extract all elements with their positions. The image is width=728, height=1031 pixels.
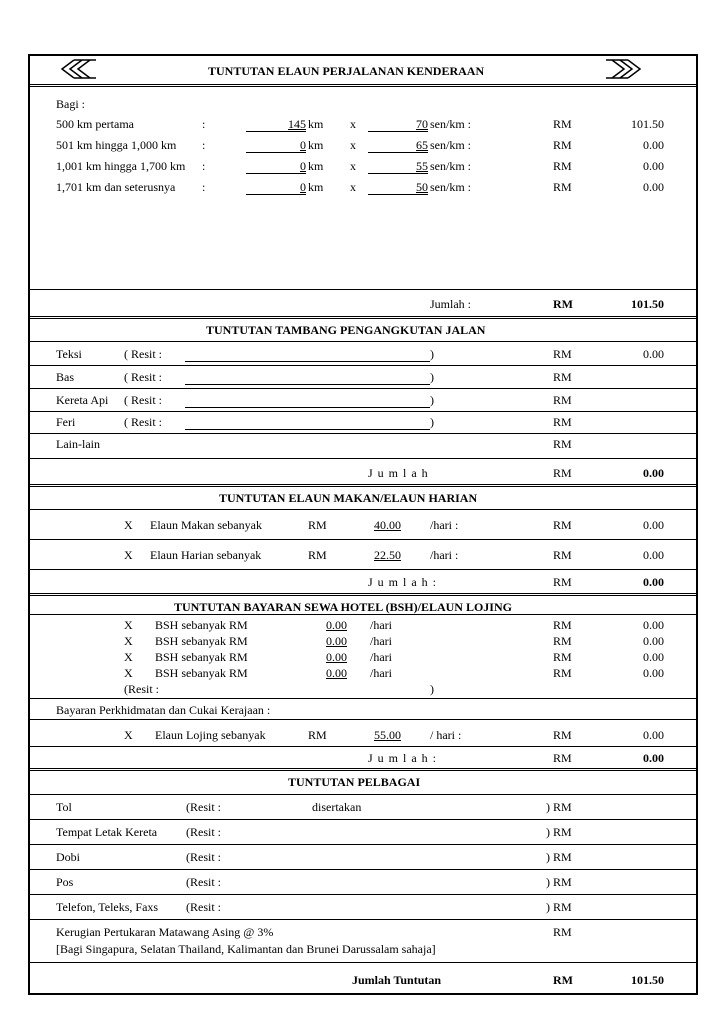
row-label: Elaun Lojing sebanyak <box>155 728 266 742</box>
hotel-resit-label: (Resit : <box>124 682 159 696</box>
per-day-label: /hari : <box>430 548 459 562</box>
close-paren: ) <box>430 370 434 384</box>
fx-rm: RM <box>553 925 572 939</box>
rate-value[interactable]: 50 <box>416 180 428 194</box>
amount-value: 0.00 <box>643 518 664 532</box>
multiply-sign: x <box>350 117 356 131</box>
row-label: 501 km hingga 1,000 km <box>56 138 177 152</box>
km-value[interactable]: 0 <box>300 180 306 194</box>
resit-note[interactable]: disertakan <box>312 800 362 814</box>
grand-total-rm: RM <box>553 973 573 987</box>
service-tax-label: Bayaran Perkhidmatan dan Cukai Kerajaan : <box>56 703 271 717</box>
section-title-hotel: TUNTUTAN BAYARAN SEWA HOTEL (BSH)/ELAUN LOJING <box>174 600 512 614</box>
rm-label: RM <box>553 117 572 131</box>
divider <box>28 365 698 366</box>
rm-label: RM <box>553 437 572 451</box>
section-title-transport: TUNTUTAN TAMBANG PENGANGKUTAN JALAN <box>206 323 486 337</box>
rm-label: RM <box>553 618 572 632</box>
multiply-sign: X <box>124 650 133 664</box>
amount-value: 0.00 <box>643 159 664 173</box>
resit-label: (Resit : <box>186 875 221 889</box>
amount-value: 0.00 <box>643 650 664 664</box>
rm-label: RM <box>553 347 572 361</box>
rate-unit: sen/km : <box>430 180 471 194</box>
row-label: 500 km pertama <box>56 117 134 131</box>
per-day-label: /hari <box>370 650 392 664</box>
amount-value: 0.00 <box>643 548 664 562</box>
divider <box>28 411 698 412</box>
colon: : <box>202 159 206 173</box>
rate-unit: sen/km : <box>430 159 471 173</box>
rm-label: RM <box>553 518 572 532</box>
divider <box>28 768 698 771</box>
resit-label: (Resit : <box>186 800 221 814</box>
amount-value: 0.00 <box>643 666 664 680</box>
rm-label: ) RM <box>546 850 572 864</box>
divider <box>28 509 698 510</box>
transport-total-rm: RM <box>553 466 572 480</box>
row-label: Bas <box>56 370 74 384</box>
resit-input[interactable] <box>185 361 430 362</box>
transport-total-amount: 0.00 <box>643 466 664 480</box>
km-unit: km <box>308 138 324 152</box>
per-day-label: /hari : <box>430 518 459 532</box>
grand-total-label: Jumlah Tuntutan <box>352 973 442 987</box>
resit-label: ( Resit : <box>124 393 162 407</box>
row-label: Lain-lain <box>56 437 100 451</box>
fx-note: [Bagi Singapura, Selatan Thailand, Kalimantan dan Brunei Darussalam sahaja] <box>56 942 436 956</box>
divider <box>28 289 698 290</box>
rm-label: RM <box>553 548 572 562</box>
divider <box>28 84 698 87</box>
rate-value[interactable]: 0.00 <box>326 650 347 664</box>
row-label: Elaun Harian sebanyak <box>150 548 262 562</box>
fx-label: Kerugian Pertukaran Matawang Asing @ 3% <box>56 925 274 939</box>
rate-unit: sen/km : <box>430 117 471 131</box>
rm-label: ) RM <box>546 825 572 839</box>
rm-label: ) RM <box>546 900 572 914</box>
colon: : <box>202 138 206 152</box>
rate-value[interactable]: 70 <box>416 117 428 131</box>
section-title-meals: TUNTUTAN ELAUN MAKAN/ELAUN HARIAN <box>219 491 478 505</box>
divider <box>28 719 698 720</box>
divider <box>28 746 698 747</box>
distance-total-amount: 101.50 <box>631 297 664 311</box>
multiply-sign: x <box>350 159 356 173</box>
rm-label: RM <box>553 666 572 680</box>
rm-label: RM <box>308 728 327 742</box>
rm-label: RM <box>553 634 572 648</box>
rm-label: ) RM <box>546 875 572 889</box>
rate-value[interactable]: 40.00 <box>374 518 401 532</box>
row-label: BSH sebanyak RM <box>155 666 248 680</box>
multiply-sign: x <box>350 138 356 152</box>
resit-label: (Resit : <box>186 850 221 864</box>
row-label: 1,701 km dan seterusnya <box>56 180 176 194</box>
multiply-sign: X <box>124 666 133 680</box>
close-paren: ) <box>430 415 434 429</box>
resit-input[interactable] <box>185 429 430 430</box>
rm-label: RM <box>553 159 572 173</box>
colon: : <box>202 180 206 194</box>
row-label: Feri <box>56 415 76 429</box>
per-day-label: /hari <box>370 618 392 632</box>
rm-label: RM <box>553 650 572 664</box>
grand-total-amount: 101.50 <box>631 973 664 987</box>
amount-value: 0.00 <box>643 634 664 648</box>
row-label: Teksi <box>56 347 82 361</box>
divider <box>28 698 698 699</box>
resit-label: ( Resit : <box>124 415 162 429</box>
rm-label: RM <box>553 180 572 194</box>
hotel-total-rm: RM <box>553 751 572 765</box>
hotel-resit-close: ) <box>430 682 434 696</box>
divider <box>28 341 698 342</box>
km-value[interactable]: 145 <box>288 117 306 131</box>
rm-label: RM <box>553 728 572 742</box>
meals-total-rm: RM <box>553 575 572 589</box>
rm-label: RM <box>553 138 572 152</box>
km-unit: km <box>308 180 324 194</box>
divider <box>28 569 698 570</box>
divider <box>28 388 698 389</box>
row-label: Dobi <box>56 850 80 864</box>
divider <box>28 794 698 795</box>
divider <box>28 819 698 820</box>
divider <box>28 433 698 434</box>
rate-value[interactable]: 0.00 <box>326 618 347 632</box>
km-value[interactable]: 0 <box>300 138 306 152</box>
distance-total-label: Jumlah : <box>430 297 471 311</box>
rm-label: RM <box>553 415 572 429</box>
divider <box>28 869 698 870</box>
rm-label: RM <box>553 370 572 384</box>
multiply-sign: x <box>350 180 356 194</box>
multiply-sign: X <box>124 548 133 562</box>
close-paren: ) <box>430 393 434 407</box>
rm-label: ) RM <box>546 800 572 814</box>
amount-value: 0.00 <box>643 618 664 632</box>
rate-value[interactable]: 0.00 <box>326 634 347 648</box>
transport-total-label: J u m l a h <box>368 466 429 480</box>
colon: : <box>202 117 206 131</box>
per-day-label: /hari <box>370 666 392 680</box>
bagi-label: Bagi : <box>56 97 85 111</box>
rate-value[interactable]: 55 <box>416 159 428 173</box>
row-label: Pos <box>56 875 74 889</box>
multiply-sign: X <box>124 728 133 742</box>
amount-value: 101.50 <box>631 117 664 131</box>
resit-label: ( Resit : <box>124 347 162 361</box>
row-label: Telefon, Teleks, Faxs <box>56 900 159 914</box>
hotel-total-amount: 0.00 <box>643 751 664 765</box>
row-label: 1,001 km hingga 1,700 km <box>56 159 186 173</box>
rm-label: RM <box>308 518 327 532</box>
multiply-sign: X <box>124 618 133 632</box>
resit-label: ( Resit : <box>124 370 162 384</box>
divider <box>28 316 698 319</box>
row-label: BSH sebanyak RM <box>155 618 248 632</box>
divider <box>28 894 698 895</box>
resit-label: (Resit : <box>186 900 221 914</box>
rate-unit: sen/km : <box>430 138 471 152</box>
rate-value[interactable]: 22.50 <box>374 548 401 562</box>
rate-value[interactable]: 55.00 <box>374 728 401 742</box>
km-unit: km <box>308 117 324 131</box>
multiply-sign: X <box>124 518 133 532</box>
section-title-distance: TUNTUTAN ELAUN PERJALANAN KENDERAAN <box>208 64 485 78</box>
multiply-sign: X <box>124 634 133 648</box>
divider <box>28 593 698 596</box>
rate-value[interactable]: 0.00 <box>326 666 347 680</box>
rm-label: RM <box>553 393 572 407</box>
divider <box>28 539 698 540</box>
row-label: BSH sebanyak RM <box>155 634 248 648</box>
row-label: Tol <box>56 800 72 814</box>
divider <box>28 962 698 963</box>
km-value[interactable]: 0 <box>300 159 306 173</box>
amount-value: 0.00 <box>643 347 664 361</box>
km-unit: km <box>308 159 324 173</box>
hotel-total-label: J u m l a h : <box>368 751 437 765</box>
rm-label: RM <box>308 548 327 562</box>
amount-value: 0.00 <box>643 180 664 194</box>
section-title-misc: TUNTUTAN PELBAGAI <box>288 775 421 789</box>
close-paren: ) <box>430 347 434 361</box>
row-label: Tempat Letak Kereta <box>56 825 158 839</box>
per-day-label: /hari <box>370 634 392 648</box>
divider <box>28 614 698 615</box>
divider <box>28 484 698 487</box>
meals-total-amount: 0.00 <box>643 575 664 589</box>
double-chevron-right-icon <box>604 58 644 80</box>
amount-value: 0.00 <box>643 138 664 152</box>
rate-value[interactable]: 65 <box>416 138 428 152</box>
per-day-label: / hari : <box>430 728 462 742</box>
divider <box>28 919 698 920</box>
resit-input[interactable] <box>185 384 430 385</box>
divider <box>28 458 698 459</box>
distance-total-rm: RM <box>553 297 573 311</box>
amount-value: 0.00 <box>643 728 664 742</box>
row-label: BSH sebanyak RM <box>155 650 248 664</box>
row-label: Kereta Api <box>56 393 109 407</box>
double-chevron-left-icon <box>58 58 98 80</box>
resit-input[interactable] <box>185 407 430 408</box>
divider <box>28 844 698 845</box>
resit-label: (Resit : <box>186 825 221 839</box>
meals-total-label: J u m l a h : <box>368 575 437 589</box>
row-label: Elaun Makan sebanyak <box>150 518 262 532</box>
